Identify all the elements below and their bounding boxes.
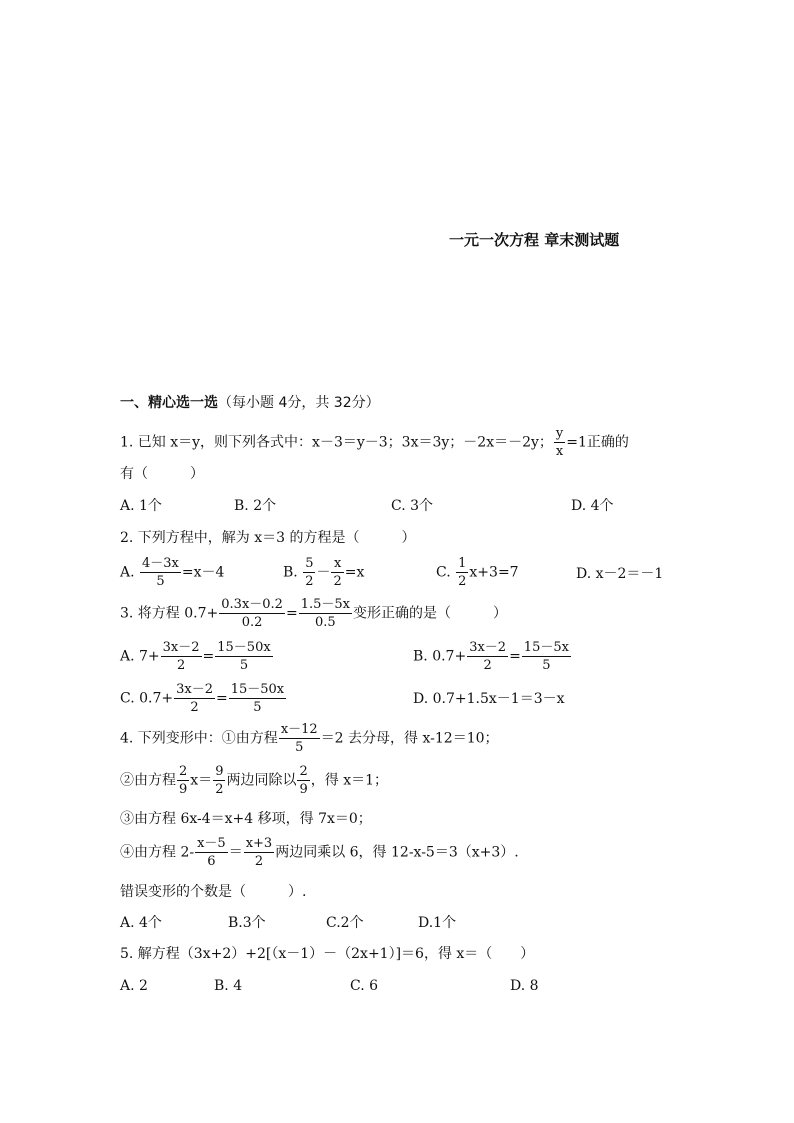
- q4-l1-pre: 4. 下列变形中：①由方程: [120, 730, 278, 747]
- q3-a-f2-numerator: 15－50x: [217, 640, 271, 655]
- q2-a-fraction: [140, 557, 181, 588]
- q3-equals: =: [285, 605, 298, 622]
- q3-b-pre: B. 0.7+: [413, 648, 467, 665]
- q3-c-fraction-2: [229, 683, 286, 714]
- q1-text-after: =1正确的: [566, 434, 629, 451]
- q3-option-c: [120, 683, 287, 714]
- q1-option-a: A. 1个: [120, 498, 162, 514]
- q2-b1-denominator: 2: [305, 574, 314, 589]
- q2-b-rest: =x: [344, 564, 365, 581]
- question-5-stem: 5. 解方程（3x+2）+2[（x－1）－（2x+1）]＝6，得 x＝（ ）: [120, 946, 535, 962]
- q2-b-fraction-1: [303, 557, 315, 588]
- q4-l4-post: 两边同乘以 6，得 12-x-5＝3（x+3）.: [275, 844, 519, 861]
- q3-b-f1-numerator: 3x－2: [469, 640, 507, 655]
- question-2-stem: 2. 下列方程中，解为 x＝3 的方程是（ ）: [120, 530, 416, 546]
- q4-l4-fraction-1: [195, 837, 228, 868]
- question-4-line-3: ③由方程 6x-4＝x+4 移项，得 7x＝0；: [120, 811, 372, 827]
- section-heading-text: 一、精心选一选: [120, 395, 218, 411]
- q3-pre: 3. 将方程 0.7+: [120, 605, 219, 622]
- q3-option-b: [413, 641, 572, 672]
- q4-l4-f1-numerator: x－5: [197, 836, 226, 851]
- q3-b-fraction-1: [467, 641, 508, 672]
- q3-fraction-2: [299, 598, 352, 629]
- q4-l2-fraction-2: [213, 765, 225, 796]
- q2-c-label: C.: [436, 564, 451, 581]
- q4-l4-equals: ＝: [228, 844, 243, 861]
- q3-a-equals: =: [202, 648, 215, 665]
- question-1-stem: [120, 427, 629, 458]
- question-4-line-5: 错误变形的个数是（ ）.: [120, 884, 307, 900]
- q3-option-a: [120, 641, 274, 672]
- q5-option-a: A. 2: [120, 978, 148, 994]
- q1-option-d: D. 4个: [571, 498, 614, 514]
- q1-option-b: B. 2个: [234, 498, 277, 514]
- q4-l4-f2-denominator: 2: [254, 854, 264, 869]
- q5-option-d: D. 8: [510, 978, 539, 994]
- q1-text: 1. 已知 x＝y，则下列各式中：x－3＝y－3；3x＝3y；－2x＝－2y；: [120, 434, 553, 451]
- q3-post: 变形正确的是（ ）: [352, 605, 507, 622]
- q4-l2-f1-denominator: 9: [179, 782, 188, 797]
- q4-l1-post: ＝2 去分母，得 x-12＝10；: [320, 730, 499, 747]
- q2-b-label: B.: [283, 564, 298, 581]
- section-heading: [120, 396, 380, 410]
- q2-b-fraction-2: [331, 557, 343, 588]
- q4-l4-fraction-2: [244, 837, 275, 868]
- q2-b-minus: －: [316, 564, 331, 581]
- q2-c-denominator: 2: [458, 574, 467, 589]
- q4-l4-pre: ④由方程 2-: [120, 844, 195, 861]
- q2-a-label: A.: [120, 564, 135, 581]
- q4-option-d: D.1个: [418, 915, 457, 931]
- q1-frac-numerator: y: [555, 426, 564, 441]
- q4-l2-post: ，得 x＝1；: [310, 772, 389, 789]
- q4-l2-mid2: 两边同除以: [226, 772, 297, 789]
- q4-l2-mid1: x＝: [190, 772, 213, 789]
- q2-a-denominator: 5: [156, 574, 165, 589]
- q2-b2-denominator: 2: [333, 574, 342, 589]
- q1-stem-line2: 有（ ）: [120, 466, 204, 482]
- q4-l2-f2-denominator: 2: [215, 782, 224, 797]
- q4-l1-fraction: [279, 723, 320, 754]
- q2-a-rest: =x－4: [181, 564, 225, 581]
- q4-l2-f2-numerator: 9: [215, 764, 224, 779]
- q3-c-f2-numerator: 15－50x: [230, 682, 285, 697]
- q2-c-fraction: [456, 557, 468, 588]
- q4-l4-f2-numerator: x+3: [245, 836, 273, 851]
- question-3-stem: [120, 598, 507, 629]
- q2-c-numerator: 1: [458, 556, 467, 571]
- q4-l2-fraction-1: [177, 765, 189, 796]
- q3-b-f2-numerator: 15－5x: [523, 640, 569, 655]
- q4-l4-f1-denominator: 6: [207, 854, 216, 869]
- q4-option-b: B.3个: [228, 915, 266, 931]
- q2-option-a: [120, 557, 224, 588]
- q4-l2-f3-numerator: 2: [299, 764, 308, 779]
- q3-a-fraction-1: [161, 641, 202, 672]
- q3-c-f1-denominator: 2: [190, 700, 199, 715]
- q3-b-equals: =: [509, 648, 521, 665]
- q4-l2-pre: ②由方程: [120, 772, 176, 789]
- q2-b1-numerator: 5: [305, 556, 314, 571]
- q3-fraction-1: [219, 598, 285, 629]
- q3-c-pre: C. 0.7+: [120, 690, 174, 707]
- q2-option-b: [283, 557, 364, 588]
- q3-f1-numerator: 0.3x－0.2: [221, 597, 283, 612]
- q2-option-d: D. x－2＝－1: [576, 566, 664, 582]
- question-4-line-4: [120, 837, 519, 868]
- q3-a-pre: A. 7+: [120, 648, 160, 665]
- q4-l2-f1-numerator: 2: [179, 764, 188, 779]
- q2-option-c: [436, 557, 519, 588]
- document-title: 一元一次方程 章末测试题: [449, 231, 620, 249]
- q3-b-f1-denominator: 2: [483, 658, 492, 673]
- q3-a-f1-denominator: 2: [176, 658, 186, 673]
- q3-a-f2-denominator: 5: [239, 658, 249, 673]
- q3-f2-numerator: 1.5－5x: [300, 597, 350, 612]
- q4-l2-f3-denominator: 9: [299, 782, 308, 797]
- q3-c-equals: =: [215, 690, 228, 707]
- q2-b2-numerator: x: [331, 557, 343, 573]
- section-scoring-note: （每小题 4分，共 32分）: [218, 395, 380, 411]
- q1-frac-denominator: x: [555, 444, 564, 459]
- q3-f1-denominator: 0.2: [241, 615, 263, 630]
- q3-option-d: D. 0.7+1.5x－1＝3－x: [413, 691, 565, 707]
- q2-c-rest: x+3=7: [469, 564, 519, 581]
- question-4-line-1: [120, 723, 499, 754]
- q1-fraction: [554, 427, 565, 458]
- q3-a-fraction-2: [215, 641, 272, 672]
- q3-b-f2-denominator: 5: [542, 658, 551, 673]
- q4-l1-numerator: x－12: [280, 722, 318, 737]
- q4-option-a: A. 4个: [120, 915, 162, 931]
- q3-c-fraction-1: [174, 683, 215, 714]
- q2-a-numerator: 4－3x: [142, 556, 179, 571]
- q1-option-c: C. 3个: [391, 498, 434, 514]
- q3-a-f1-numerator: 3x－2: [162, 640, 200, 655]
- q3-c-f1-numerator: 3x－2: [176, 682, 213, 697]
- q3-b-fraction-2: [522, 641, 571, 672]
- q4-l1-denominator: 5: [295, 740, 304, 755]
- q3-c-f2-denominator: 5: [253, 700, 262, 715]
- q4-l2-fraction-3: [297, 765, 309, 796]
- q3-f2-denominator: 0.5: [314, 615, 336, 630]
- question-4-line-2: [120, 765, 388, 796]
- q4-option-c: C.2个: [326, 915, 364, 931]
- q5-option-c: C. 6: [350, 978, 379, 994]
- q5-option-b: B. 4: [214, 978, 243, 994]
